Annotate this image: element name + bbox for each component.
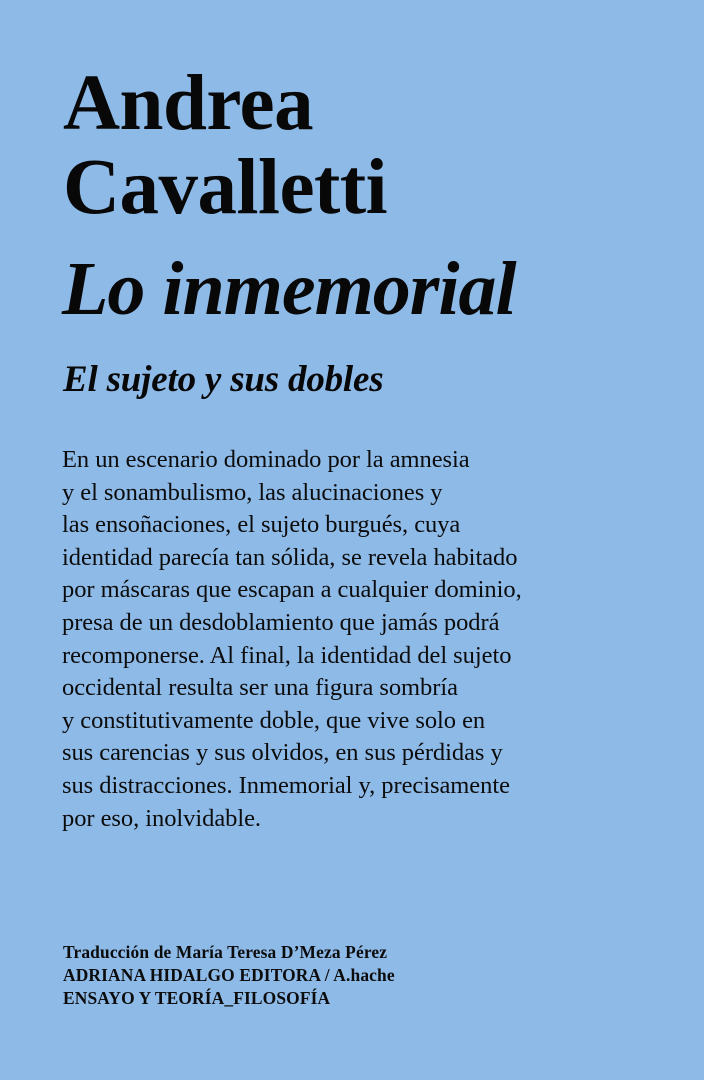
- imprint-block: [63, 941, 663, 1011]
- collection-name: ENSAYO Y TEORÍA_FILOSOFÍA: [63, 988, 331, 1009]
- blurb-line: y constitutivamente doble, que vive solo en: [62, 706, 486, 734]
- author-name: [63, 62, 663, 230]
- blurb-line: por máscaras que escapan a cualquier dominio,: [62, 576, 522, 604]
- book-subtitle: El sujeto y sus dobles: [63, 359, 384, 400]
- book-title: Lo inmemorial: [62, 247, 516, 331]
- author-name-line-1: Andrea: [63, 60, 314, 147]
- blurb-line: por eso, inolvidable.: [62, 804, 261, 832]
- blurb-line: identidad parecía tan sólida, se revela habitado: [62, 543, 518, 571]
- blurb-line: occidental resulta ser una figura sombría: [62, 674, 458, 702]
- blurb-line: recomponerse. Al final, la identidad del sujeto: [62, 641, 512, 669]
- back-cover-blurb: [62, 444, 662, 835]
- blurb-line: y el sonambulismo, las alucinaciones y: [62, 478, 443, 506]
- author-name-line-2: Cavalletti: [63, 144, 388, 231]
- blurb-line: presa de un desdoblamiento que jamás podrá: [62, 608, 500, 636]
- blurb-line: las ensoñaciones, el sujeto burgués, cuya: [62, 511, 461, 539]
- translator-credit: Traducción de María Teresa D’Meza Pérez: [63, 942, 388, 962]
- publisher-name: ADRIANA HIDALGO EDITORA / A.hache: [63, 965, 395, 986]
- blurb-line: sus carencias y sus olvidos, en sus pérdidas y: [62, 739, 503, 767]
- blurb-line: sus distracciones. Inmemorial y, precisamente: [62, 771, 510, 799]
- blurb-line: En un escenario dominado por la amnesia: [62, 446, 470, 473]
